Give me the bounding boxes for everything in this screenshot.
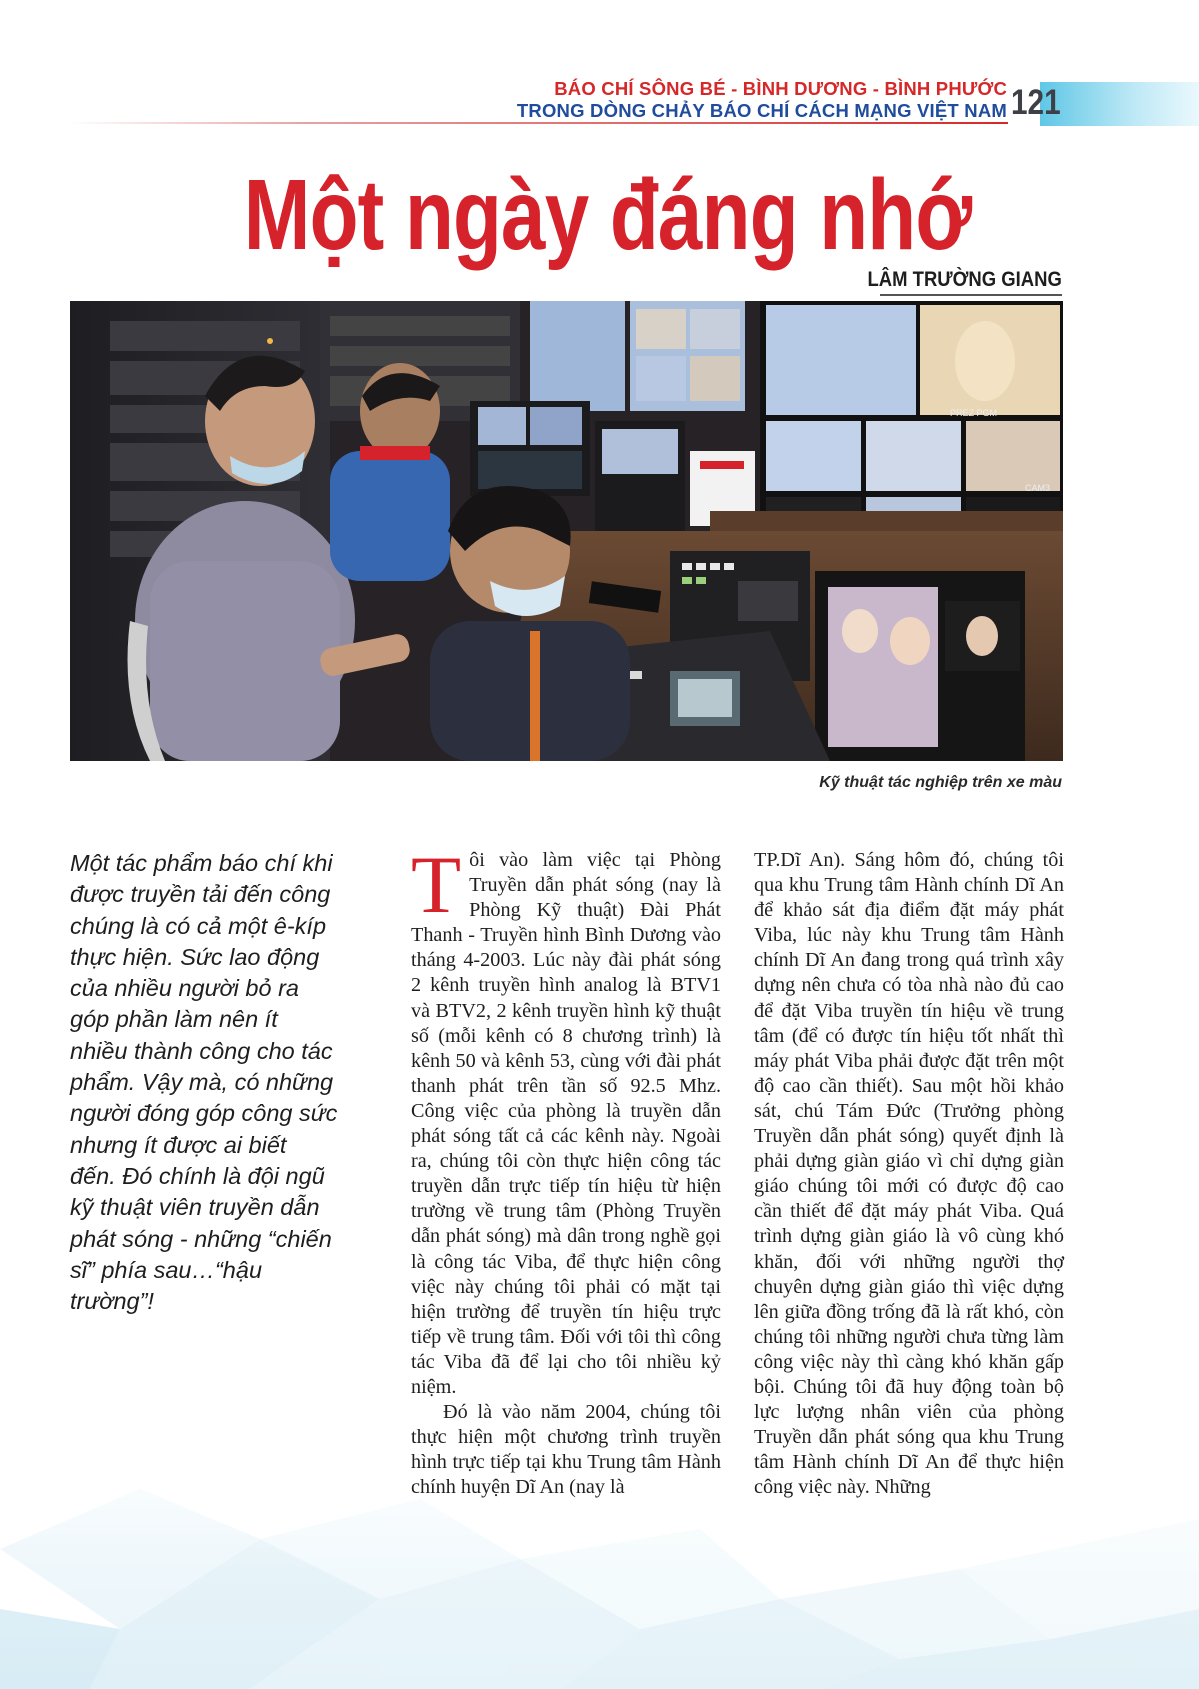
article-title: Một ngày đáng nhớ: [243, 159, 972, 271]
running-header: [517, 78, 1007, 122]
multiviewer-label-a: PREZ PGM: [950, 408, 998, 418]
running-header-line1: BÁO CHÍ SÔNG BÉ - BÌNH DƯƠNG - BÌNH PHƯỚC: [554, 78, 1007, 99]
running-header-line2: TRONG DÒNG CHẢY BÁO CHÍ CÁCH MẠNG VIỆT NAM: [516, 100, 1007, 121]
article-author: LÂM TRƯỜNG GIANG: [867, 268, 1062, 291]
body-paragraph: Đó là vào năm 2004, chúng tôi thực hiện một chương trình truyền hình trực tiếp tại khu Trung tâm Hành chính huyện Dĩ An (nay là: [411, 1401, 721, 1499]
body-column-2: [754, 848, 1064, 1500]
article-photo: [70, 301, 1063, 761]
body-column-1: [411, 839, 721, 1500]
author-underline: [880, 294, 1062, 296]
body-paragraph: [411, 839, 721, 1400]
article-lead: Một tác phẩm báo chí khi được truyền tải đến công chúng là có cả một ê-kíp thực hiện. Sức lao động của nhiều người bỏ ra góp phần làm nên ít nhiều thành công cho tác phẩm. Vậy mà, có những người đóng góp công sức nhưng ít được ai biết đến. Đó chính là đội ngũ kỹ thuật viên truyền dẫn phát sóng - những “chiến sĩ” phía sau…“hậu trường”!: [70, 850, 338, 1315]
paragraph-text: ôi vào làm việc tại Phòng Truyền dẫn phát sóng (nay là Phòng Kỹ thuật) Đài Phát Thanh - Truyền hình Bình Dương vào tháng 4-2003. Lúc này đài phát sóng 2 kênh truyền hình analog là BTV1 và BTV2, 2 kênh truyền hình kỹ thuật số (mỗi kênh có 8 chương trình) là kênh 50 và kênh 53, cùng với đài phát thanh phát trên tần số 92.5 Mhz. Công việc của phòng là truyền dẫn phát sóng tất cả các kênh này. Ngoài ra, chúng tôi còn thực hiện công tác truyền dẫn trực tiếp tín hiệu từ hiện trường về trung tâm (Phòng Truyền dẫn phát sóng) mà dân trong nghề gọi là công tác Viba, để thực hiện công việc này chúng tôi phải có mặt tại hiện trường để truyền tín hiệu trực tiếp về trung tâm. Đối với tôi thì công tác Viba đã để lại cho tôi nhiều kỷ niệm.: [411, 849, 721, 1398]
multiviewer-label-b: CAM3: [1025, 483, 1051, 493]
header-accent-stripe: [1040, 82, 1199, 126]
body-paragraph: TP.Dĩ An). Sáng hôm đó, chúng tôi qua khu Trung tâm Hành chính Dĩ An để khảo sát địa điểm đặt máy phát Viba, lúc này khu Trung tâm Hành chính Dĩ An đang trong quá trình xây dựng nên chưa có tòa nhà nào đủ cao để đặt Viba truyền tín hiệu về trung tâm (để có được tín hiệu tốt nhất thì máy phát Viba phải được đặt trên một độ cao cần thiết). Sau một hồi khảo sát, chú Tám Đức (Trưởng phòng Truyền dẫn phát sóng) quyết định là phải dựng giàn giáo vì chỉ dựng giàn giáo chúng tôi mới có được độ cao cần thiết để đặt máy phát Viba. Quá trình dựng giàn giáo là vô cùng khó khăn, đối với những người thợ chuyên dựng giàn giáo thì việc dựng lên giữa đồng trống đã là rất khó, còn chúng tôi những người chưa từng làm công việc này thì càng khó khăn gấp bội. Chúng tôi đã huy động toàn bộ lực lượng nhân viên của phòng Truyền dẫn phát sóng qua khu Trung tâm Hành chính Dĩ An để thực hiện công việc này. Những: [754, 849, 1064, 1499]
header-rule: [70, 122, 1008, 124]
photo-caption: Kỹ thuật tác nghiệp trên xe màu: [819, 774, 1062, 791]
page-number: 121: [1011, 83, 1061, 122]
photo-illustration: [70, 301, 1063, 761]
drop-cap: T: [411, 839, 462, 930]
